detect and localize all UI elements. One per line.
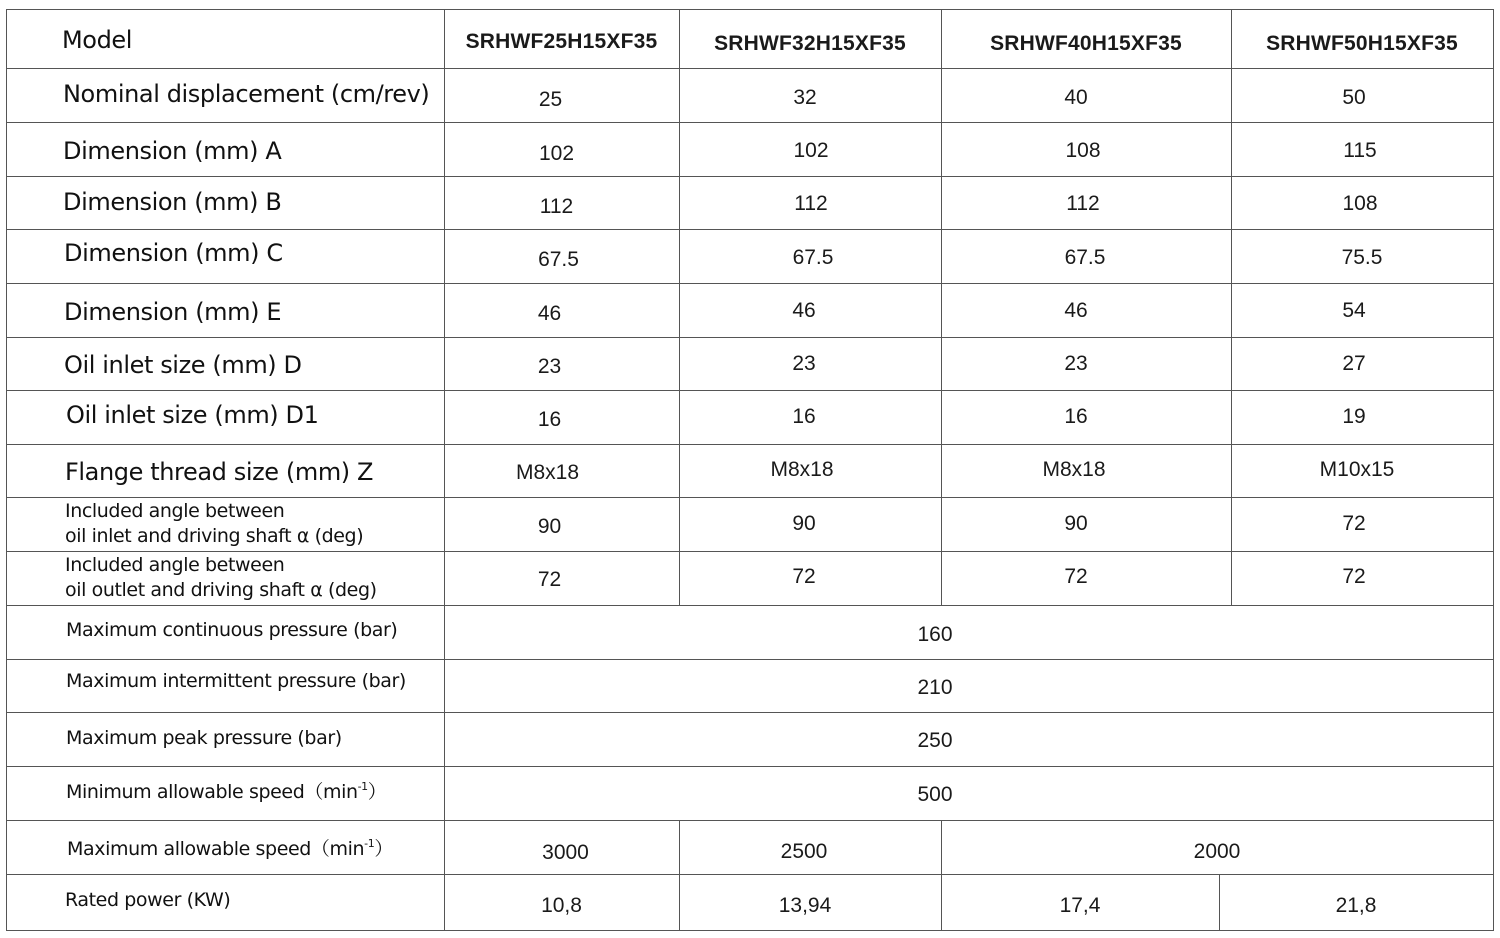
- row-label-dimension-b: Dimension (mm) B: [63, 188, 282, 216]
- cell-value: 67.5: [792, 246, 834, 269]
- cell-value: 108: [1065, 139, 1101, 162]
- row-label-max-allowable-speed: [67, 834, 393, 861]
- header-model-3: SRHWF40H15XF35: [990, 32, 1182, 55]
- cell-value: M8x18: [770, 458, 834, 481]
- row-divider: [6, 444, 1494, 445]
- cell-value-merged: 2000: [1193, 840, 1241, 863]
- cell-value: M10x15: [1319, 458, 1395, 481]
- cell-value: 72: [537, 568, 562, 591]
- cell-value: 40: [1064, 86, 1088, 109]
- row-divider: [6, 766, 1494, 767]
- row-label-flange-thread: Flange thread size (mm) Z: [65, 458, 374, 486]
- row-label-max-peak-pressure: Maximum peak pressure (bar): [66, 727, 342, 749]
- cell-value: 19: [1342, 405, 1366, 428]
- row-label-dimension-e: Dimension (mm) E: [64, 298, 282, 326]
- cell-value: 115: [1343, 139, 1377, 162]
- row-label-outlet-angle-line2: oil outlet and driving shaft α (deg): [65, 579, 377, 601]
- row-label-dimension-c: Dimension (mm) C: [64, 239, 283, 267]
- row-divider: [6, 122, 1494, 123]
- header-model-label: Model: [62, 26, 133, 54]
- row-label-inlet-angle-line2: oil inlet and driving shaft α (deg): [65, 525, 364, 547]
- cell-value: 102: [793, 139, 829, 162]
- row-label-min-speed-sup: -1: [357, 780, 368, 793]
- row-label-min-speed-end: ）: [367, 781, 387, 803]
- row-divider: [6, 497, 1494, 498]
- cell-value: 112: [794, 192, 828, 215]
- cell-value: 23: [792, 352, 816, 375]
- cell-value: 46: [792, 299, 816, 322]
- cell-value-merged: 160: [917, 623, 953, 646]
- cell-value: 23: [1064, 352, 1088, 375]
- row-label-rated-power: Rated power (KW): [65, 889, 231, 911]
- cell-value: 90: [1064, 512, 1088, 535]
- cell-value: 90: [792, 512, 816, 535]
- cell-value: 112: [539, 195, 574, 218]
- cell-value: 32: [793, 86, 817, 109]
- row-label-max-speed-text: Maximum allowable speed（min: [67, 838, 365, 860]
- row-label-oil-inlet-d: Oil inlet size (mm) D: [64, 351, 302, 379]
- cell-value: 67.5: [538, 248, 579, 271]
- table-border-top: [6, 9, 1494, 10]
- cell-value-merged: 500: [917, 783, 953, 806]
- cell-value: 108: [1342, 192, 1378, 215]
- table-border-bottom: [6, 930, 1494, 931]
- cell-value: 46: [1064, 299, 1088, 322]
- row-label-outlet-angle: [65, 553, 377, 603]
- table-border-left: [6, 9, 7, 931]
- cell-value: 46: [537, 302, 562, 325]
- row-divider: [6, 820, 1494, 821]
- cell-value: 75.5: [1341, 246, 1383, 269]
- row-divider: [6, 176, 1494, 177]
- row-divider: [6, 874, 1494, 875]
- row-label-max-speed-sup: -1: [364, 837, 375, 850]
- table-border-right: [1493, 9, 1494, 931]
- row-label-max-continuous-pressure: Maximum continuous pressure (bar): [66, 619, 398, 641]
- cell-value: 72: [1064, 565, 1088, 588]
- row-divider: [6, 337, 1494, 338]
- cell-value: 21,8: [1335, 894, 1377, 917]
- cell-value-merged: 210: [917, 676, 953, 699]
- cell-value: 16: [1064, 405, 1088, 428]
- cell-value: 16: [537, 408, 562, 431]
- cell-value: 10,8: [541, 894, 582, 917]
- row-divider: [6, 659, 1494, 660]
- cell-value: 90: [537, 515, 562, 538]
- cell-value: 72: [1342, 565, 1366, 588]
- cell-value: 54: [1342, 299, 1366, 322]
- row-label-max-speed-end: ）: [374, 838, 393, 860]
- row-divider: [6, 712, 1494, 713]
- cell-value-merged: 250: [917, 729, 953, 752]
- row-label-max-intermittent-pressure: Maximum intermittent pressure (bar): [66, 670, 406, 692]
- header-model-4: SRHWF50H15XF35: [1266, 32, 1458, 55]
- row-divider: [6, 229, 1494, 230]
- cell-value: 16: [792, 405, 816, 428]
- cell-value: M8x18: [1042, 458, 1106, 481]
- row-divider: [6, 68, 1494, 69]
- cell-value: 13,94: [778, 894, 832, 917]
- cell-value: 17,4: [1059, 894, 1101, 917]
- row-label-outlet-angle-line1: Included angle between: [65, 554, 285, 576]
- row-divider: [6, 283, 1494, 284]
- cell-value: 72: [792, 565, 816, 588]
- cell-value: 112: [1066, 192, 1100, 215]
- cell-value: 3000: [542, 841, 589, 864]
- row-divider: [6, 605, 1494, 606]
- cell-value: M8x18: [515, 461, 580, 484]
- cell-value: 27: [1342, 352, 1366, 375]
- cell-value: 25: [538, 88, 563, 111]
- row-label-min-speed-text: Minimum allowable speed（min: [66, 781, 358, 803]
- cell-value: 72: [1342, 512, 1366, 535]
- row-divider: [6, 551, 1494, 552]
- row-label-inlet-angle: [65, 499, 363, 549]
- cell-value: 23: [537, 355, 562, 378]
- row-label-oil-inlet-d1: Oil inlet size (mm) D1: [66, 401, 319, 429]
- cell-value: 67.5: [1064, 246, 1106, 269]
- row-divider: [6, 390, 1494, 391]
- row-label-min-allowable-speed: [66, 777, 386, 804]
- header-model-1: SRHWF25H15XF35: [465, 30, 658, 53]
- row-label-dimension-a: Dimension (mm) A: [63, 137, 282, 165]
- cell-value: 102: [538, 142, 575, 165]
- cell-value: 2500: [780, 840, 828, 863]
- row-label-displacement: Nominal displacement (cm/rev): [63, 80, 430, 108]
- cell-value: 50: [1342, 86, 1366, 109]
- header-model-2: SRHWF32H15XF35: [714, 32, 906, 55]
- row-label-inlet-angle-line1: Included angle between: [65, 500, 285, 522]
